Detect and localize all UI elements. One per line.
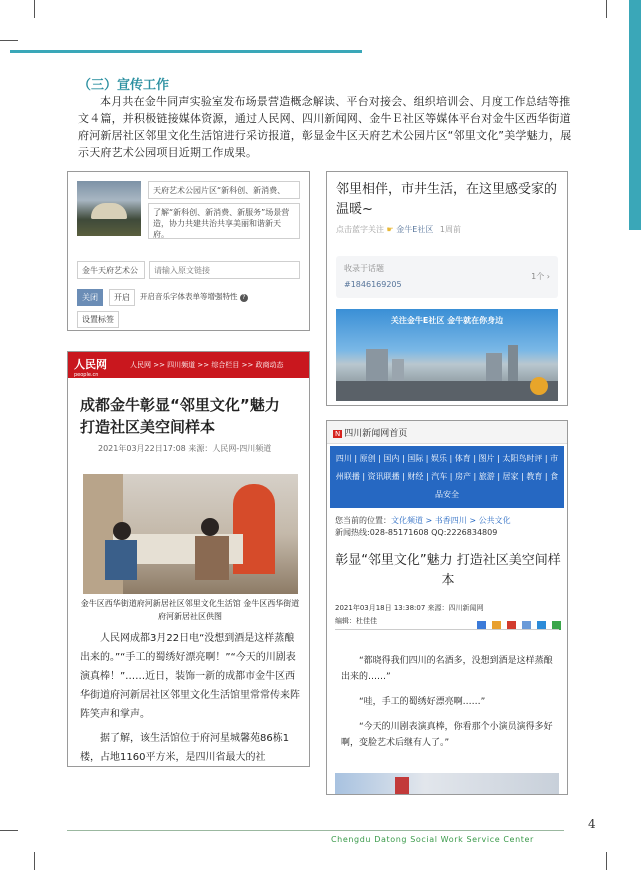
post-title: 邻里相伴，市井生活，在这里感受家的温暖~ <box>336 182 558 217</box>
article-editor: 编辑：杜佳佳 <box>335 617 377 625</box>
topic-label: 收录于话题 <box>344 264 384 273</box>
banner-image <box>336 309 558 401</box>
hand-icon: ☛ <box>386 225 394 234</box>
chevron-right-icon: › <box>546 272 550 281</box>
section-paragraph: 本月共在金牛同声实验室发布场景营造概念解读、平台对接会、组织培训会、月度工作总结等推文４篇，并积极链接媒体资源，通过人民网、四川新闻网、金牛Ｅ社区等媒体平台对金牛区西华街道府河新居社区邻里文化生活馆进行采访报道，彰显金牛区天府艺术公园片区“邻里文化”美学魅力，展示天府艺术公园项目近期工作成果。 <box>78 95 572 159</box>
crop-mark <box>606 0 607 18</box>
logo-sub: people.cn <box>74 372 99 378</box>
topic-count <box>531 271 550 282</box>
reading-option-text: 开启音乐字体表单等增强特性 <box>140 292 238 301</box>
help-icon[interactable]: ? <box>240 294 248 302</box>
person <box>105 540 137 580</box>
crop-mark <box>0 40 18 41</box>
toggle-on-button[interactable]: 开启 <box>109 289 135 306</box>
costume-figure <box>395 777 409 794</box>
reading-option-label <box>140 291 248 302</box>
sichuan-logo-icon: N <box>335 430 341 438</box>
topic-tag[interactable]: #1846169205 <box>344 280 402 289</box>
account-link[interactable]: 金牛E社区 <box>396 225 434 234</box>
article-headline: 彰显“邻里文化”魅力 打造社区美空间样本 <box>335 553 561 588</box>
body-paragraph: 据了解，该生活馆位于府河星城馨苑86栋1楼，占地1160平方米，是四川省最大的社 <box>80 733 290 763</box>
person <box>195 536 229 580</box>
quote-paragraph: “都晓得我们四川的名酒多，没想到酒是这样蒸酿出来的……” <box>341 656 553 682</box>
page-number: 4 <box>588 817 596 831</box>
logo-text: 人民网 <box>74 358 107 371</box>
brand-text: 四川新闻网首页 <box>344 429 408 439</box>
people-daily-logo[interactable] <box>74 356 107 378</box>
person <box>113 522 131 540</box>
people-daily-header <box>68 352 309 378</box>
toggle-off-button[interactable]: 关闭 <box>77 289 103 306</box>
topic-count-text: 1个 <box>531 272 545 281</box>
building <box>486 353 502 383</box>
article-photo <box>335 773 559 794</box>
location-bar <box>335 515 511 539</box>
side-accent-bar <box>629 0 641 230</box>
crop-mark <box>34 852 35 870</box>
body-paragraph: 人民网成都3月22日电“没想到酒是这样蒸酿出来的。”“手工的蜀绣好漂亮啊！”“今天的川剧表演真棒！”……近日，装饰一新的成都市金牛区西华街道府河新居社区邻里文化生活馆里常常传来阵阵笑声和掌声。 <box>80 633 300 720</box>
building <box>366 349 388 383</box>
header-rule <box>10 50 362 53</box>
cover-thumbnail <box>77 181 141 236</box>
location-path[interactable]: 文化频道 > 书香四川 > 公共文化 <box>391 516 511 525</box>
article-dateline: 2021年03月18日 13:38:07 来源：四川新闻网 <box>335 604 484 612</box>
share-icons <box>476 615 561 634</box>
article-dateline: 2021年03月22日17:08 来源：人民网-四川频道 <box>98 444 272 453</box>
sichuan-news-header <box>327 421 567 444</box>
follow-prompt[interactable]: 点击蓝字关注 <box>336 225 384 234</box>
channel-nav <box>330 446 564 508</box>
sichuan-news-screenshot <box>326 420 568 795</box>
topic-card[interactable] <box>336 256 558 298</box>
quote-paragraph: “今天的川剧表演真棒，你看那个小演员演得多好啊，变脸艺术后继有人了。” <box>341 722 553 748</box>
source-link-input[interactable] <box>149 261 300 279</box>
home-link[interactable] <box>333 426 407 439</box>
author-field[interactable]: 金牛天府艺术公 <box>77 261 145 279</box>
people-daily-screenshot <box>67 351 310 767</box>
post-time: 1周前 <box>439 225 461 234</box>
road <box>336 381 558 401</box>
building <box>508 345 518 383</box>
quote-paragraph: “哇，手工的蜀绣好漂亮啊……” <box>359 697 486 707</box>
footer-org: Chengdu Datong Social Work Service Center <box>331 835 534 844</box>
crop-mark <box>0 830 18 831</box>
photo-caption: 金牛区西华街道府河新居社区邻里文化生活馆 金牛区西华街道府河新居社区供图 <box>80 599 300 621</box>
banner-text: 关注金牛E社区 金牛就在你身边 <box>390 316 504 325</box>
set-tags-button[interactable]: 设置标签 <box>77 311 119 328</box>
location-prefix: 您当前的位置： <box>335 516 391 525</box>
wechat-post-screenshot <box>326 171 568 406</box>
section-title: （三）宣传工作 <box>78 78 170 93</box>
article-body <box>341 653 555 760</box>
person <box>201 518 219 536</box>
article-body <box>80 629 300 767</box>
post-meta <box>336 224 461 235</box>
title-field[interactable]: 天府艺术公园片区“新科创、新消费、 <box>148 181 300 199</box>
article-headline: 成都金牛彰显“邻里文化”魅力 打造社区美空间样本 <box>80 396 280 436</box>
summary-field[interactable]: 了解“新科创、新消费、新服务”场景营造，协力共建共治共享美丽和谐新天府。 <box>148 203 300 239</box>
editor-panel-screenshot <box>67 171 310 331</box>
article-photo <box>83 474 298 594</box>
breadcrumb[interactable]: 人民网 >> 四川频道 >> 综合栏目 >> 政商动态 <box>130 361 284 369</box>
crop-mark <box>606 852 607 870</box>
hotline: 新闻热线:028-85171608 QQ:2226834809 <box>335 528 498 537</box>
logo-icon <box>530 377 548 395</box>
footer-rule <box>67 830 564 831</box>
building <box>392 359 404 383</box>
crop-mark <box>34 0 35 18</box>
divider <box>335 629 559 630</box>
channel-links[interactable]: 四川 | 原创 | 国内 | 国际 | 娱乐 | 体育 | 图片 | 太阳鸟时评 | 市州联播 | 资讯联播 | 财经 | 汽车 | 房产 | 旅游 | 居家 | 教育 | 食品安全 <box>335 454 559 499</box>
